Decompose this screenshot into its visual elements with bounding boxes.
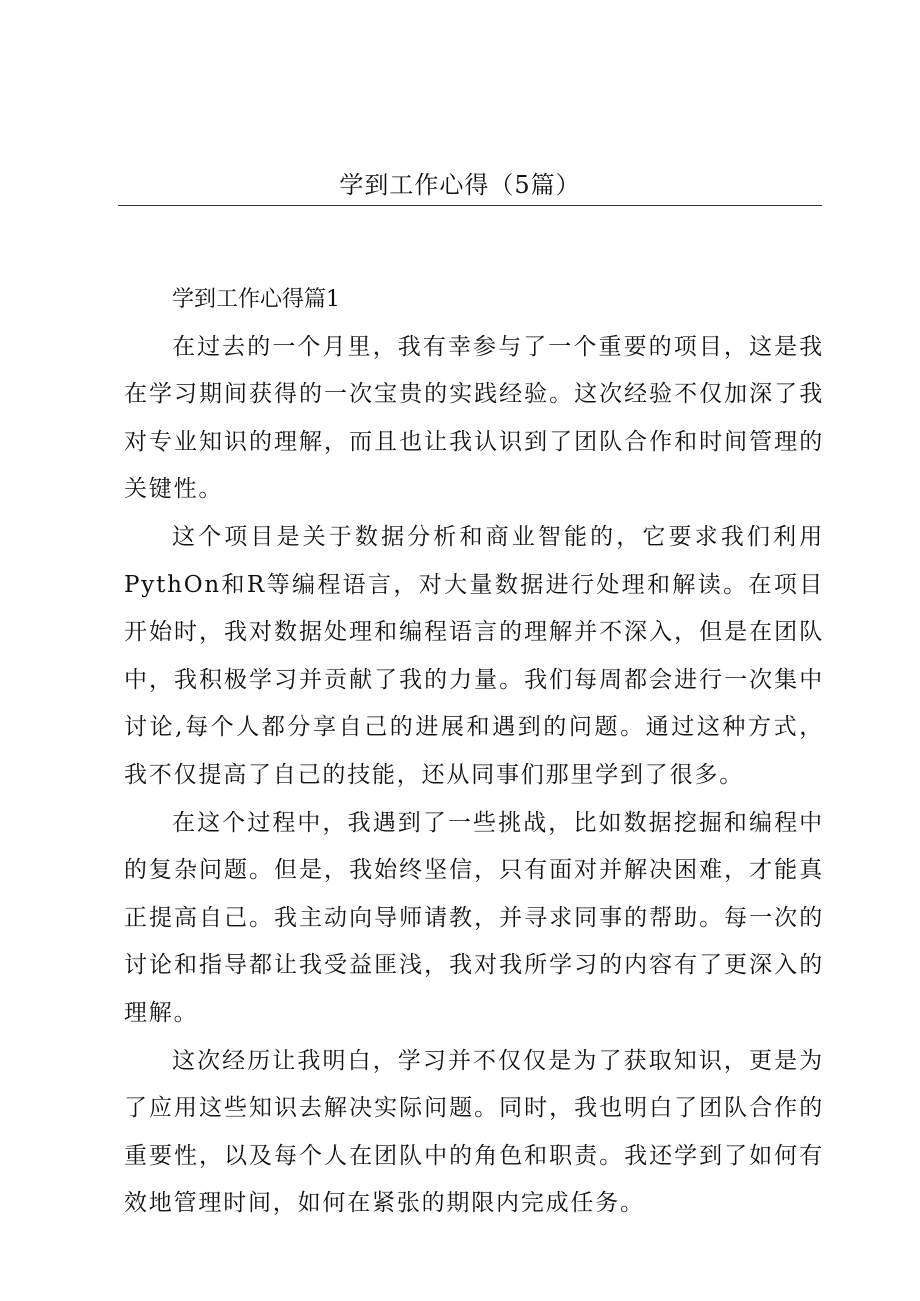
paragraph-1: 在过去的一个月里，我有幸参与了一个重要的项目，这是我在学习期间获得的一次宝贵的实践经验。这次经验不仅加深了我对专业知识的理解，而且也让我认识到了团队合作和时间管理的关键性。	[124, 333, 824, 503]
document-body	[124, 276, 824, 1228]
title-underline	[118, 205, 822, 206]
section-heading: 学到工作心得篇1	[172, 287, 340, 312]
paragraph-4: 这次经历让我明白，学习并不仅仅是为了获取知识，更是为了应用这些知识去解决实际问题。同时，我也明白了团队合作的重要性，以及每个人在团队中的角色和职责。我还学到了如何有效地管理时间，如何在紧张的期限内完成任务。	[124, 1047, 824, 1217]
paragraph-3: 在这个过程中，我遇到了一些挑战，比如数据挖掘和编程中的复杂问题。但是，我始终坚信，只有面对并解决困难，才能真正提高自己。我主动向导师请教，并寻求同事的帮助。每一次的讨论和指导都让我受益匪浅，我对我所学习的内容有了更深入的理解。	[124, 809, 824, 1026]
document-title: 学到工作心得（5篇）	[339, 171, 581, 199]
paragraph-2: 这个项目是关于数据分析和商业智能的，它要求我们利用PythOn和R等编程语言，对大量数据进行处理和解读。在项目开始时，我对数据处理和编程语言的理解并不深入，但是在团队中，我积极学习并贡献了我的力量。我们每周都会进行一次集中讨论,每个人都分享自己的进展和遇到的问题。通过这种方式，我不仅提高了自己的技能，还从同事们那里学到了很多。	[124, 523, 824, 788]
